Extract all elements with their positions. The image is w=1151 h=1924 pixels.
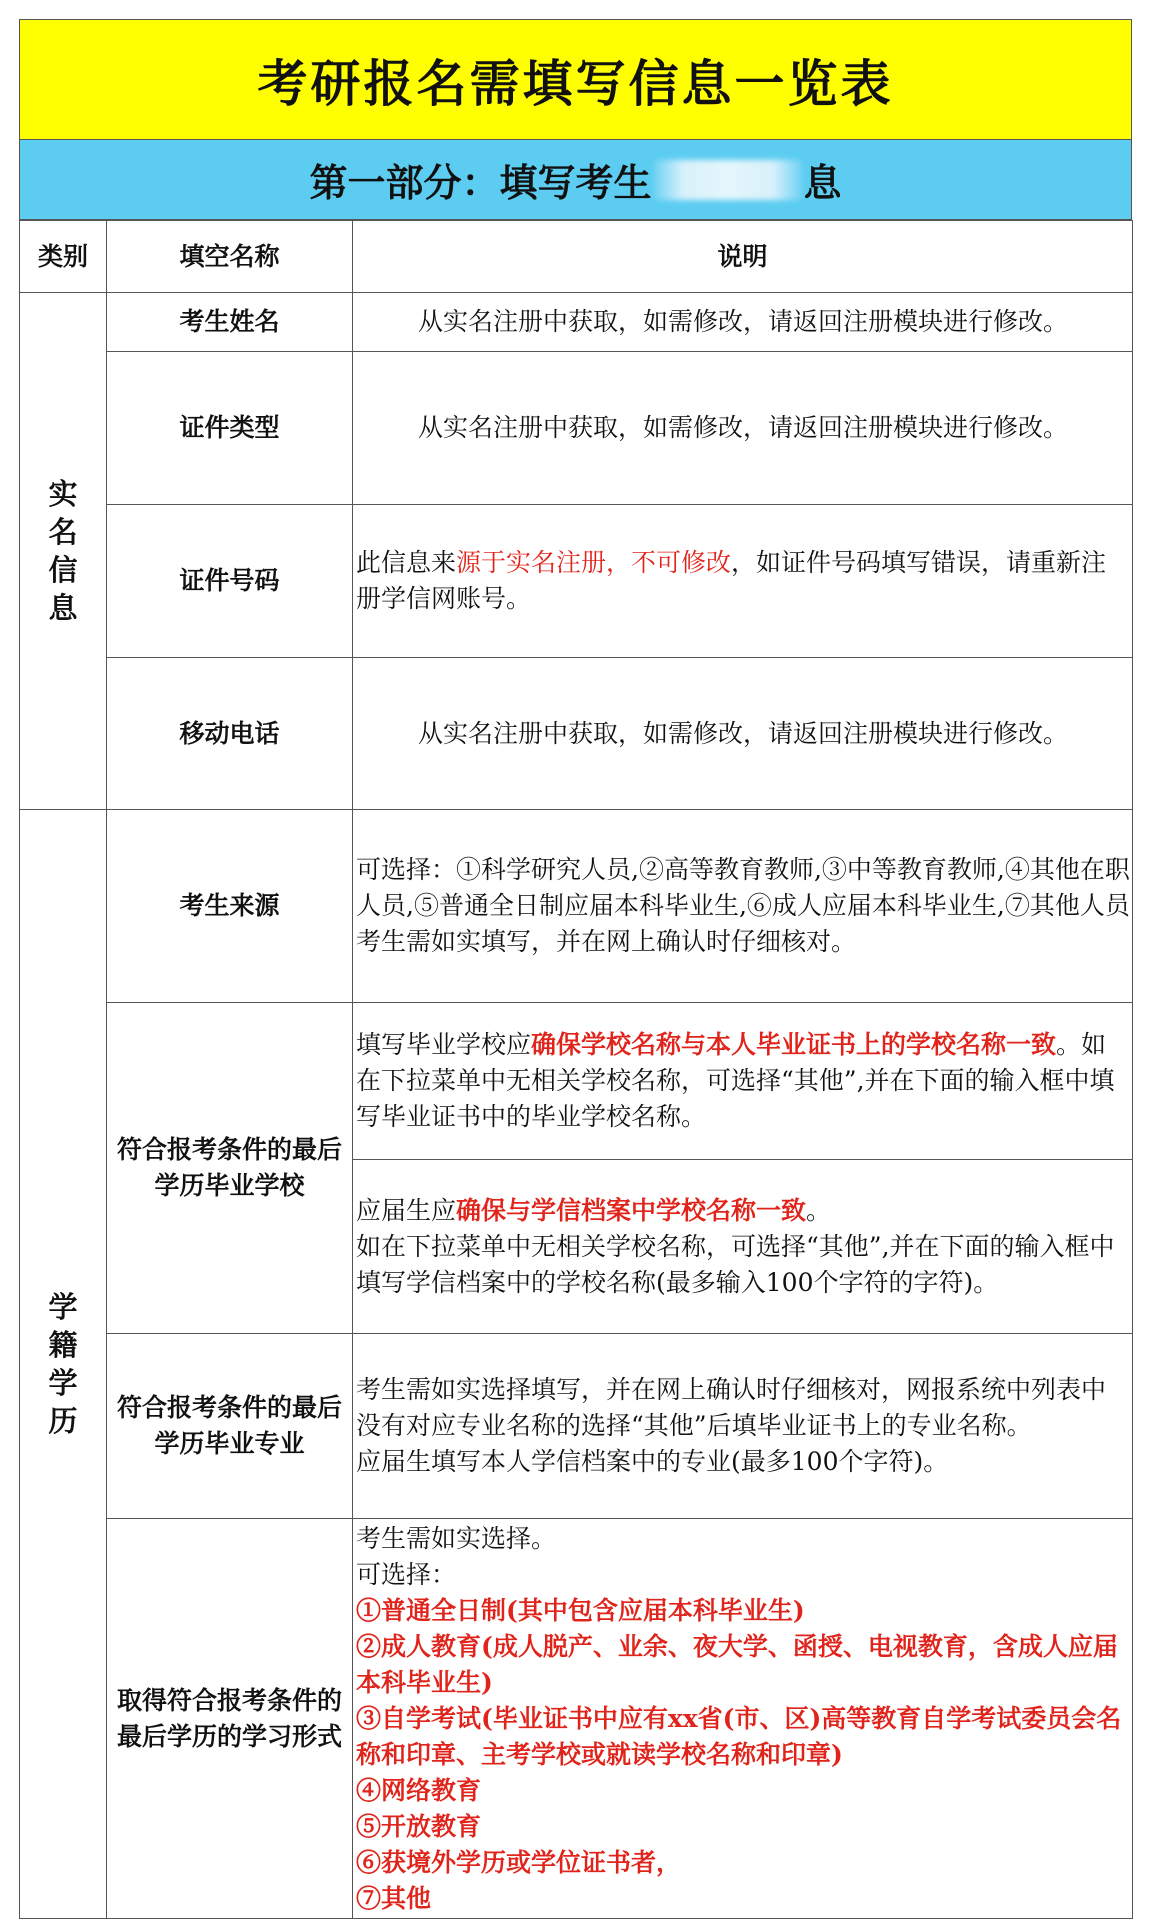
study-form-option: ⑤开放教育 — [356, 1811, 482, 1841]
field-desc: 从实名注册中获取，如需修改，请返回注册模块进行修改。 — [353, 658, 1133, 810]
redacted-mask — [654, 160, 802, 200]
study-form-option: ⑥获境外学历或学位证书者， — [356, 1847, 682, 1877]
header-row — [20, 221, 1133, 293]
category-real-name: 实名信息 — [20, 293, 107, 810]
table-row — [20, 293, 1133, 352]
study-form-option: ④网络教育 — [356, 1775, 482, 1805]
section-header — [19, 140, 1132, 220]
field-name: 证件类型 — [107, 352, 353, 505]
field-desc: 可选择：①科学研究人员,②高等教育教师,③中等教育教师,④其他在职人员,⑤普通全日制应届本科毕业生,⑥成人应届本科毕业生,⑦其他人员 考生需如实填写，并在网上确认时仔细核对。 — [353, 810, 1133, 1003]
header-field-name: 填空名称 — [107, 221, 353, 293]
field-desc: 从实名注册中获取，如需修改，请返回注册模块进行修改。 — [353, 352, 1133, 505]
study-form-option: ⑦其他 — [356, 1883, 432, 1913]
table-row — [20, 1519, 1133, 1919]
table-row — [20, 505, 1133, 658]
field-name: 移动电话 — [107, 658, 353, 810]
field-desc: 考生需如实选择。 可选择： ①普通全日制(其中包含应届本科毕业生) ②成人教育(成人脱产、业余、夜大学、函授、电视教育，含成人应届本科毕业生) ③自学考试(毕业证书中应有xx省(市、区)高等教育自学考试委员会名称和印章、主考学校或就读学校名称和印章) ④网络教育 ⑤开放教育 ⑥获境外学历或学位证书者， ⑦其他 — [353, 1519, 1133, 1919]
table-row — [20, 352, 1133, 505]
field-name: 取得符合报考条件的最后学历的学习形式 — [107, 1519, 353, 1919]
info-table — [19, 220, 1133, 1919]
field-desc: 填写毕业学校应确保学校名称与本人毕业证书上的学校名称一致。如在下拉菜单中无相关学校名称，可选择“其他”,并在下面的输入框中填写毕业证书中的毕业学校名称。 — [353, 1003, 1133, 1160]
field-desc: 考生需如实选择填写，并在网上确认时仔细核对，网报系统中列表中没有对应专业名称的选择“其他”后填毕业证书上的专业名称。 应届生填写本人学信档案中的专业(最多100个字符)。 — [353, 1334, 1133, 1519]
field-name: 考生姓名 — [107, 293, 353, 352]
table-row — [20, 658, 1133, 810]
section-title-end: 息 — [803, 160, 842, 205]
table-row — [20, 1003, 1133, 1160]
table-row — [20, 810, 1133, 1003]
field-desc: 应届生应确保与学信档案中学校名称一致。 如在下拉菜单中无相关学校名称，可选择“其他”,并在下面的输入框中填写学信档案中的学校名称(最多输入100个字符的字符)。 — [353, 1160, 1133, 1334]
header-category: 类别 — [20, 221, 107, 293]
header-description: 说明 — [353, 221, 1133, 293]
field-name: 考生来源 — [107, 810, 353, 1003]
info-sheet — [19, 19, 1132, 1919]
field-name: 证件号码 — [107, 505, 353, 658]
field-name: 符合报考条件的最后学历毕业专业 — [107, 1334, 353, 1519]
study-form-option: ②成人教育(成人脱产、业余、夜大学、函授、电视教育，含成人应届本科毕业生) — [356, 1631, 1118, 1697]
category-education: 学籍学历 — [20, 810, 107, 1919]
table-row — [20, 1334, 1133, 1519]
study-form-option: ①普通全日制(其中包含应届本科毕业生) — [356, 1595, 805, 1625]
study-form-option: ③自学考试(毕业证书中应有xx省(市、区)高等教育自学考试委员会名称和印章、主考学校或就读学校名称和印章) — [356, 1703, 1122, 1769]
field-name: 符合报考条件的最后学历毕业学校 — [107, 1003, 353, 1334]
field-desc: 此信息来源于实名注册，不可修改，如证件号码填写错误，请重新注册学信网账号。 — [353, 505, 1133, 658]
section-title-start: 第一部分：填写考生 — [309, 160, 652, 205]
field-desc: 从实名注册中获取，如需修改，请返回注册模块进行修改。 — [353, 293, 1133, 352]
sheet-title: 考研报名需填写信息一览表 — [19, 19, 1132, 140]
